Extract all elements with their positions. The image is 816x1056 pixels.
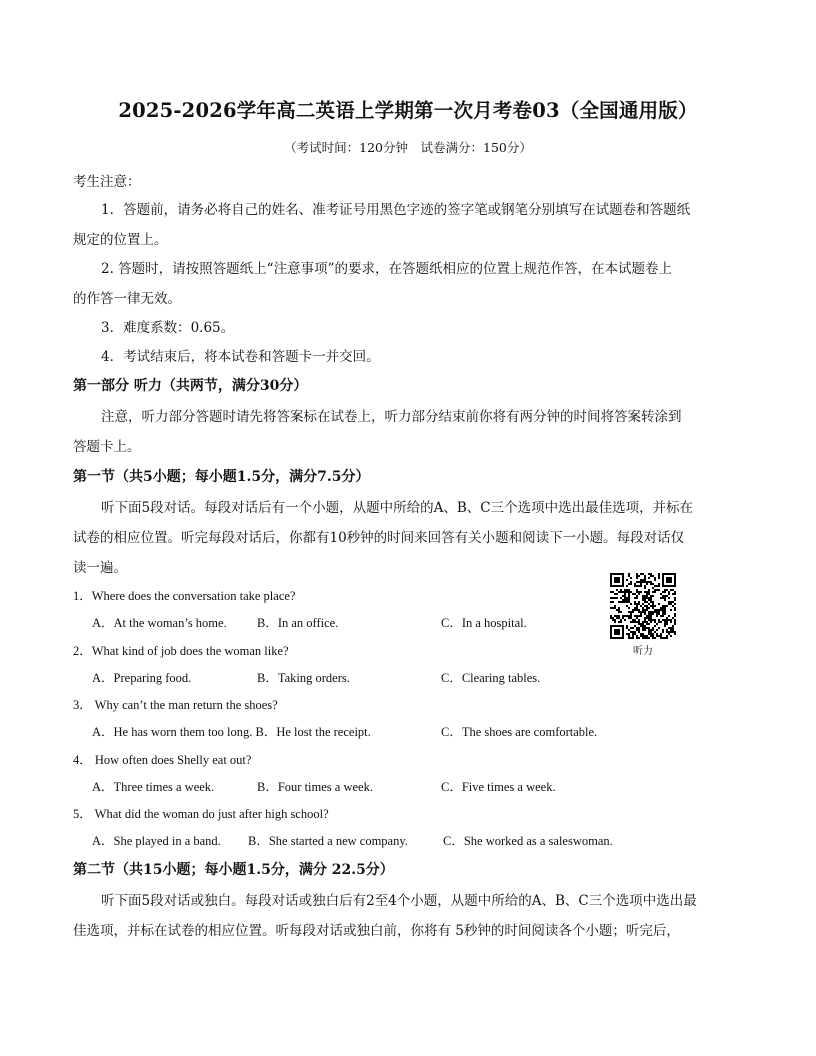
notice-item-2: 2. 答题时，请按照答题纸上“注意事项”的要求，在答题纸相应的位置上规范作答，在本试题卷上 [101,261,672,277]
q3-option-ab: A．He has worn them too long. B．He lost the receipt. [92,725,371,739]
question-4: 4． How often does Shelly eat out? [73,753,252,767]
qr-code-icon[interactable] [610,573,676,639]
section1-intro-3: 读一遍。 [73,560,127,576]
part1-note-cont: 答题卡上。 [73,439,141,455]
q3-option-c: C．The shoes are comfortable. [441,725,598,739]
section1-intro: 听下面5段对话。每段对话后有一个小题，从题中所给的A、B、C三个选项中选出最佳选项，并标在 [101,500,694,516]
section1-heading: 第一节（共5小题；每小题1.5分，满分7.5分） [73,469,370,485]
q4-option-a: A．Three times a week. [92,780,215,794]
q1-option-a: A．At the woman’s home. [92,616,227,630]
question-1: 1．Where does the conversation take place? [73,589,296,603]
q4-option-c: C．Five times a week. [441,780,556,794]
q5-option-b: B．She started a new company. [248,834,408,848]
question-5: 5． What did the woman do just after high school? [73,807,329,821]
page-title: 2025-2026学年高二英语上学期第一次月考卷03（全国通用版） [118,99,698,122]
notice-item-1: 1．答题前，请务必将自己的姓名、准考证号用黑色字迹的签字笔或钢笔分别填写在试题卷和答题纸 [101,202,691,218]
question-2: 2．What kind of job does the woman like? [73,644,289,658]
section2-intro-2: 佳选项，并标在试卷的相应位置。听每段对话或独白前，你将有 5秒钟的时间阅读各个小题；听完后， [73,923,680,939]
notice-item-1-cont: 规定的位置上。 [73,232,168,248]
q1-option-b: B．In an office. [257,616,339,630]
notice-item-4: 4．考试结束后，将本试卷和答题卡一并交回。 [101,349,380,365]
notice-item-2-cont: 的作答一律无效。 [73,291,181,307]
q2-option-a: A．Preparing food. [92,671,192,685]
qr-caption: 听力 [633,646,653,657]
q4-option-b: B．Four times a week. [257,780,373,794]
q5-option-a: A．She played in a band. [92,834,221,848]
q2-option-b: B．Taking orders. [257,671,350,685]
section1-intro-2: 试卷的相应位置。听完每段对话后，你都有10秒钟的时间来回答有关小题和阅读下一小题。每段对话仅 [73,530,685,546]
part1-note: 注意，听力部分答题时请先将答案标在试卷上，听力部分结束前你将有两分钟的时间将答案转涂到 [101,409,682,425]
part1-heading: 第一部分 听力（共两节，满分30分） [73,378,308,394]
q2-option-c: C．Clearing tables. [441,671,541,685]
notice-heading: 考生注意： [73,174,141,190]
notice-item-3: 3．难度系数：0.65。 [101,320,235,336]
section2-intro: 听下面5段对话或独白。每段对话或独白后有2至4个小题，从题中所给的A、B、C三个选项中选出最 [101,893,697,909]
q5-option-c: C．She worked as a saleswoman. [443,834,613,848]
section2-heading: 第二节（共15小题；每小题1.5分，满分 22.5分） [73,862,394,878]
exam-info: （考试时间：120分钟 试卷满分：150分） [284,140,532,155]
question-3: 3． Why can’t the man return the shoes? [73,698,278,712]
q1-option-c: C．In a hospital. [441,616,527,630]
